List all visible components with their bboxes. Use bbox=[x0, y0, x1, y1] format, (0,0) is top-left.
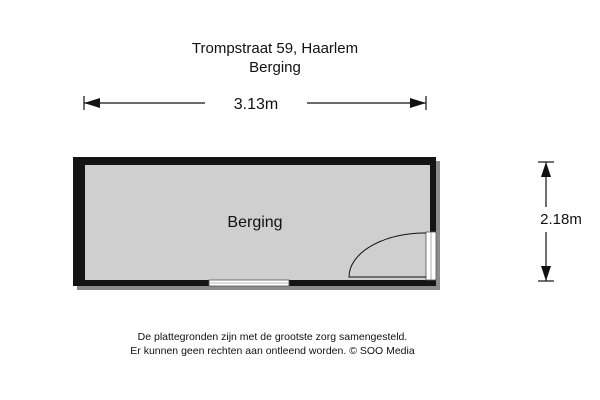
width-label: 3.13m bbox=[233, 96, 279, 113]
disclaimer-line-2: Er kunnen geen rechten aan ontleend worden. © SOO Media bbox=[130, 345, 415, 357]
disclaimer-line-1: De plattegronden zijn met de grootste zorg samengesteld. bbox=[137, 331, 408, 343]
width-dimension bbox=[84, 96, 426, 113]
bottom-window bbox=[209, 280, 289, 286]
address-title: Trompstraat 59, Haarlem bbox=[191, 40, 359, 57]
height-dimension bbox=[538, 162, 582, 281]
height-label: 2.18m bbox=[540, 211, 582, 228]
room-berging bbox=[73, 157, 440, 290]
room-label: Berging bbox=[227, 214, 283, 231]
floor-title: Berging bbox=[249, 59, 301, 76]
